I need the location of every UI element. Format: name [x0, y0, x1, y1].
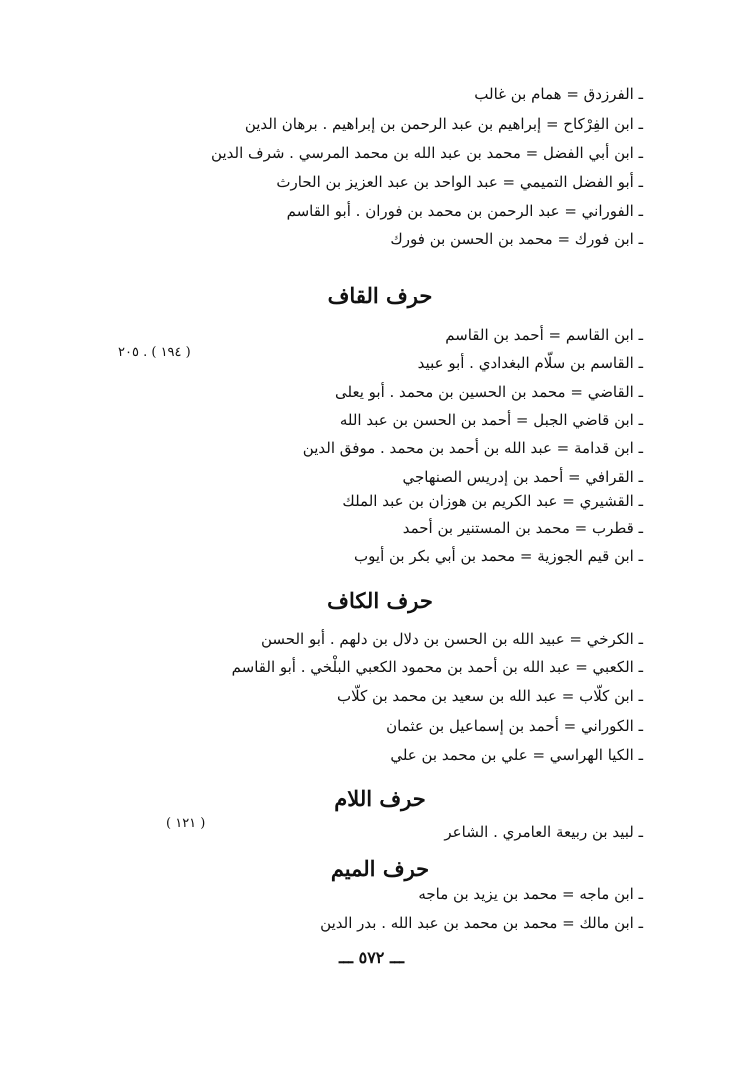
index-entry: ـ قطرب = محمد بن المستنير بن أحمد	[402, 519, 643, 537]
index-entry: ـ الكرخي = عبيد الله بن الحسن بن دلال بن دلهم . أبو الحسن	[260, 630, 643, 648]
index-entry: ـ ابن قدامة = عبد الله بن أحمد بن محمد . موفق الدين	[302, 439, 643, 457]
section-heading-mim: حرف الميم	[330, 856, 430, 881]
index-entry: ـ الكعبي = عبد الله بن أحمد بن محمود الكعبي البلْخي . أبو القاسم	[231, 658, 643, 676]
section-heading-kaf: حرف الكاف	[327, 588, 433, 613]
index-entry: ـ ابن القاسم = أحمد بن القاسم	[445, 326, 643, 344]
index-entry: ـ القرافي = أحمد بن إدريس الصنهاجي	[402, 468, 643, 486]
index-entry: ـ القاسم بن سلّام البغدادي . أبو عبيد	[417, 354, 643, 372]
section-heading-qaf: حرف القاف	[327, 283, 433, 308]
index-entry: ـ الكيا الهراسي = علي بن محمد بن علي	[390, 746, 643, 764]
page-reference: ( ١٩٤ ) . ٢٠٥	[118, 345, 191, 360]
index-entry: ـ الكوراني = أحمد بن إسماعيل بن عثمان	[386, 717, 643, 735]
index-entry: ـ ابن مالك = محمد بن محمد بن عبد الله . بدر الدين	[320, 914, 643, 932]
index-entry: ـ ابن قاضي الجبل = أحمد بن الحسن بن عبد الله	[339, 411, 643, 429]
index-entry: ـ الفوراني = عبد الرحمن بن محمد بن فوران . أبو القاسم	[286, 202, 643, 220]
index-entry: ـ ابن كلّاب = عبد الله بن سعيد بن محمد بن كلّاب	[337, 687, 643, 705]
index-entry: ـ القشيري = عبد الكريم بن هوزان بن عبد الملك	[342, 492, 643, 510]
index-entry: ـ ابن قيم الجوزية = محمد بن أبي بكر بن أيوب	[354, 547, 643, 565]
section-heading-lam: حرف اللام	[334, 786, 426, 811]
index-entry: ـ أبو الفضل التميمي = عبد الواحد بن عبد العزيز بن الحارث	[276, 173, 643, 191]
index-entry: ـ لبيد بن ربيعة العامري . الشاعر	[444, 823, 643, 841]
index-entry: ـ ابن فورك = محمد بن الحسن بن فورك	[390, 230, 643, 248]
index-entry: ـ ابن ماجه = محمد بن يزيد بن ماجه	[418, 885, 643, 903]
index-entry: ـ الفرزدق = همام بن غالب	[474, 85, 643, 103]
index-entry: ـ القاضي = محمد بن الحسين بن محمد . أبو يعلى	[335, 383, 643, 401]
page-reference: ( ١٢١ )	[166, 816, 206, 831]
page-number: ـــ ٥٧٢ ـــ	[338, 948, 405, 967]
index-entry: ـ ابن الفِرْكاح = إبراهيم بن عبد الرحمن بن إبراهيم . برهان الدين	[244, 115, 643, 133]
index-entry: ـ ابن أبي الفضل = محمد بن عبد الله بن محمد المرسي . شرف الدين	[211, 144, 643, 162]
